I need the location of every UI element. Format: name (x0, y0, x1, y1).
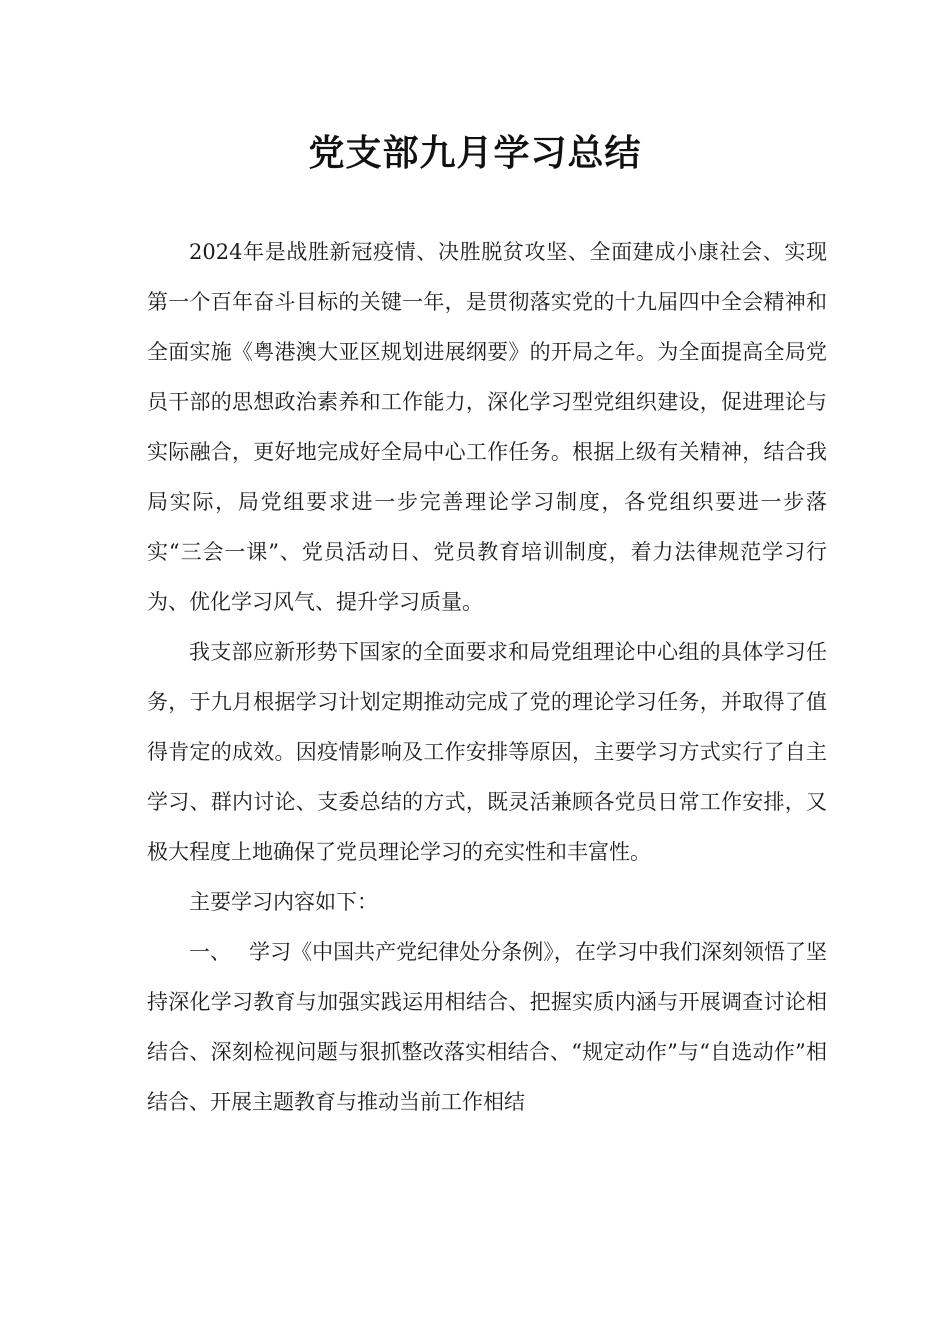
content-intro: 主要学习内容如下： (189, 890, 378, 914)
item-text: 学习《中国共产党纪律处分条例》，在学习中我们深刻领悟了坚持深化学习教育与加强实践运用相结合、把握实质内涵与开展调查讨论相结合、深刻检视问题与狠抓整改落实相结合、“规定动作”与“自选动作”相结合、开展主题教育与推动当前工作相结 (147, 940, 828, 1114)
list-item (147, 927, 827, 1127)
item-number: 一、 (189, 940, 232, 964)
document-title: 党支部九月学习总结 (308, 133, 642, 174)
paragraph-context: 2024年是战胜新冠疫情、决胜脱贫攻坚、全面建成小康社会、实现第一个百年奋斗目标的关键一年，是贯彻落实党的十九届四中全会精神和全面实施《粤港澳大亚区规划进展纲要》的开局之年。为全面提高全局党员干部的思想政治素养和工作能力，深化学习型党组织建设，促进理论与实际融合，更好地完成好全局中心工作任务。根据上级有关精神，结合我局实际，局党组要求进一步完善理论学习制度，各党组织要进一步落实“三会一课”、党员活动日、党员教育培训制度，着力法律规范学习行为、优化学习风气、提升学习质量。 (147, 240, 827, 614)
paragraph-branch-study: 我支部应新形势下国家的全面要求和局党组理论中心组的具体学习任务，于九月根据学习计划定期推动完成了党的理论学习任务，并取得了值得肯定的成效。因疫情影响及工作安排等原因，主要学习方式实行了自主学习、群内讨论、支委总结的方式，既灵活兼顾各党员日常工作安排，又极大程度上地确保了党员理论学习的充实性和丰富性。 (147, 640, 827, 864)
document-body (147, 227, 827, 1127)
